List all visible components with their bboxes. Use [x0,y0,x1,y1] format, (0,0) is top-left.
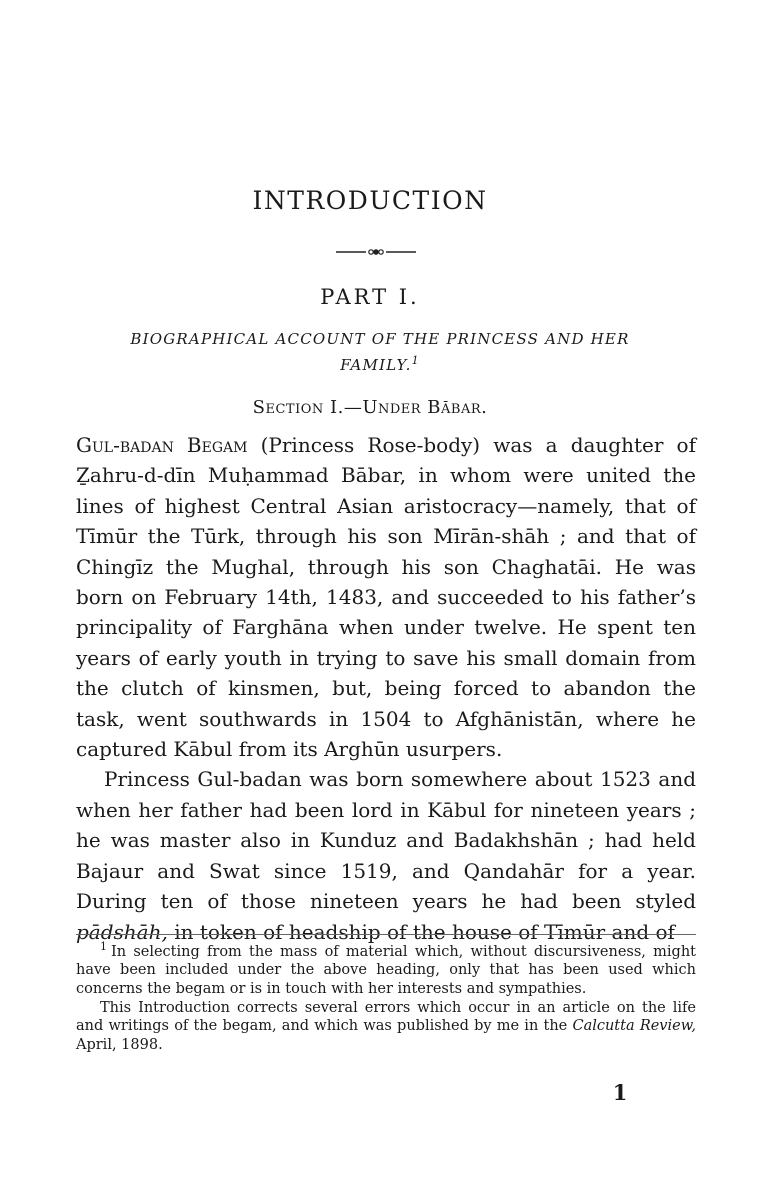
ornament-divider [336,246,416,258]
part-subtitle [90,328,670,376]
footnote-1-continued: This Introduction corrects several errors which occur in an article on the life and writings of the begam, and which was published by me in the Calcutta Review, April, 1898. [76,999,697,1053]
page-number: 1 [612,1080,628,1105]
paragraph-2: Princess Gul-badan was born somewhere about 1523 and when her father had been lord in Kābul for nineteen years ; he was master also in Kunduz and Badakhshān ; had held Bajaur and Swat since 1519, and Qandahār for a year. During ten of those nineteen years he had been styled pādshāh, in token of headship of the house of Tīmūr and of [76,767,696,944]
subtitle-line-2: FAMILY.$^1$ [340,354,420,374]
section-heading: Section I.—Under Bābar. [252,397,488,418]
chapter-heading: INTRODUCTION [252,186,488,215]
footnotes [76,938,696,1054]
footnote-1: $^1$ In selecting from the mass of material which, without discursiveness, might have been included under the above heading, only that has been used which concerns the begam or is in touch with her interests and sympathies. [76,940,696,998]
subject-name: Gul-badan Begam [76,433,248,457]
body-text [76,430,696,947]
part-heading: PART I. [320,285,420,309]
footnote-reference: 1 [411,354,420,367]
paragraph-1: Gul-badan Begam (Princess Rose-body) was a daughter of Ẕahru-d-dīn Muḥammad Bābar, in whom were united the lines of highest Central Asian aristocracy—namely, that of Tīmūr the Tūrk, through his son Mīrān-shāh ; and that of Chingīz the Mughal, through his son Chaghatāi. He was born on February 14th, 1483, and succeeded to his father’s principality of Farghāna when under twelve. He spent ten years of early youth in trying to save his small domain from the clutch of kinsmen, but, being forced to abandon the task, went southwards in 1504 to Afghānistān, where he captured Kābul from its Arghūn usurpers. [76,433,696,762]
subtitle-line-1: BIOGRAPHICAL ACCOUNT OF THE PRINCESS AND HER [130,330,630,348]
footnote-rule [76,934,696,935]
